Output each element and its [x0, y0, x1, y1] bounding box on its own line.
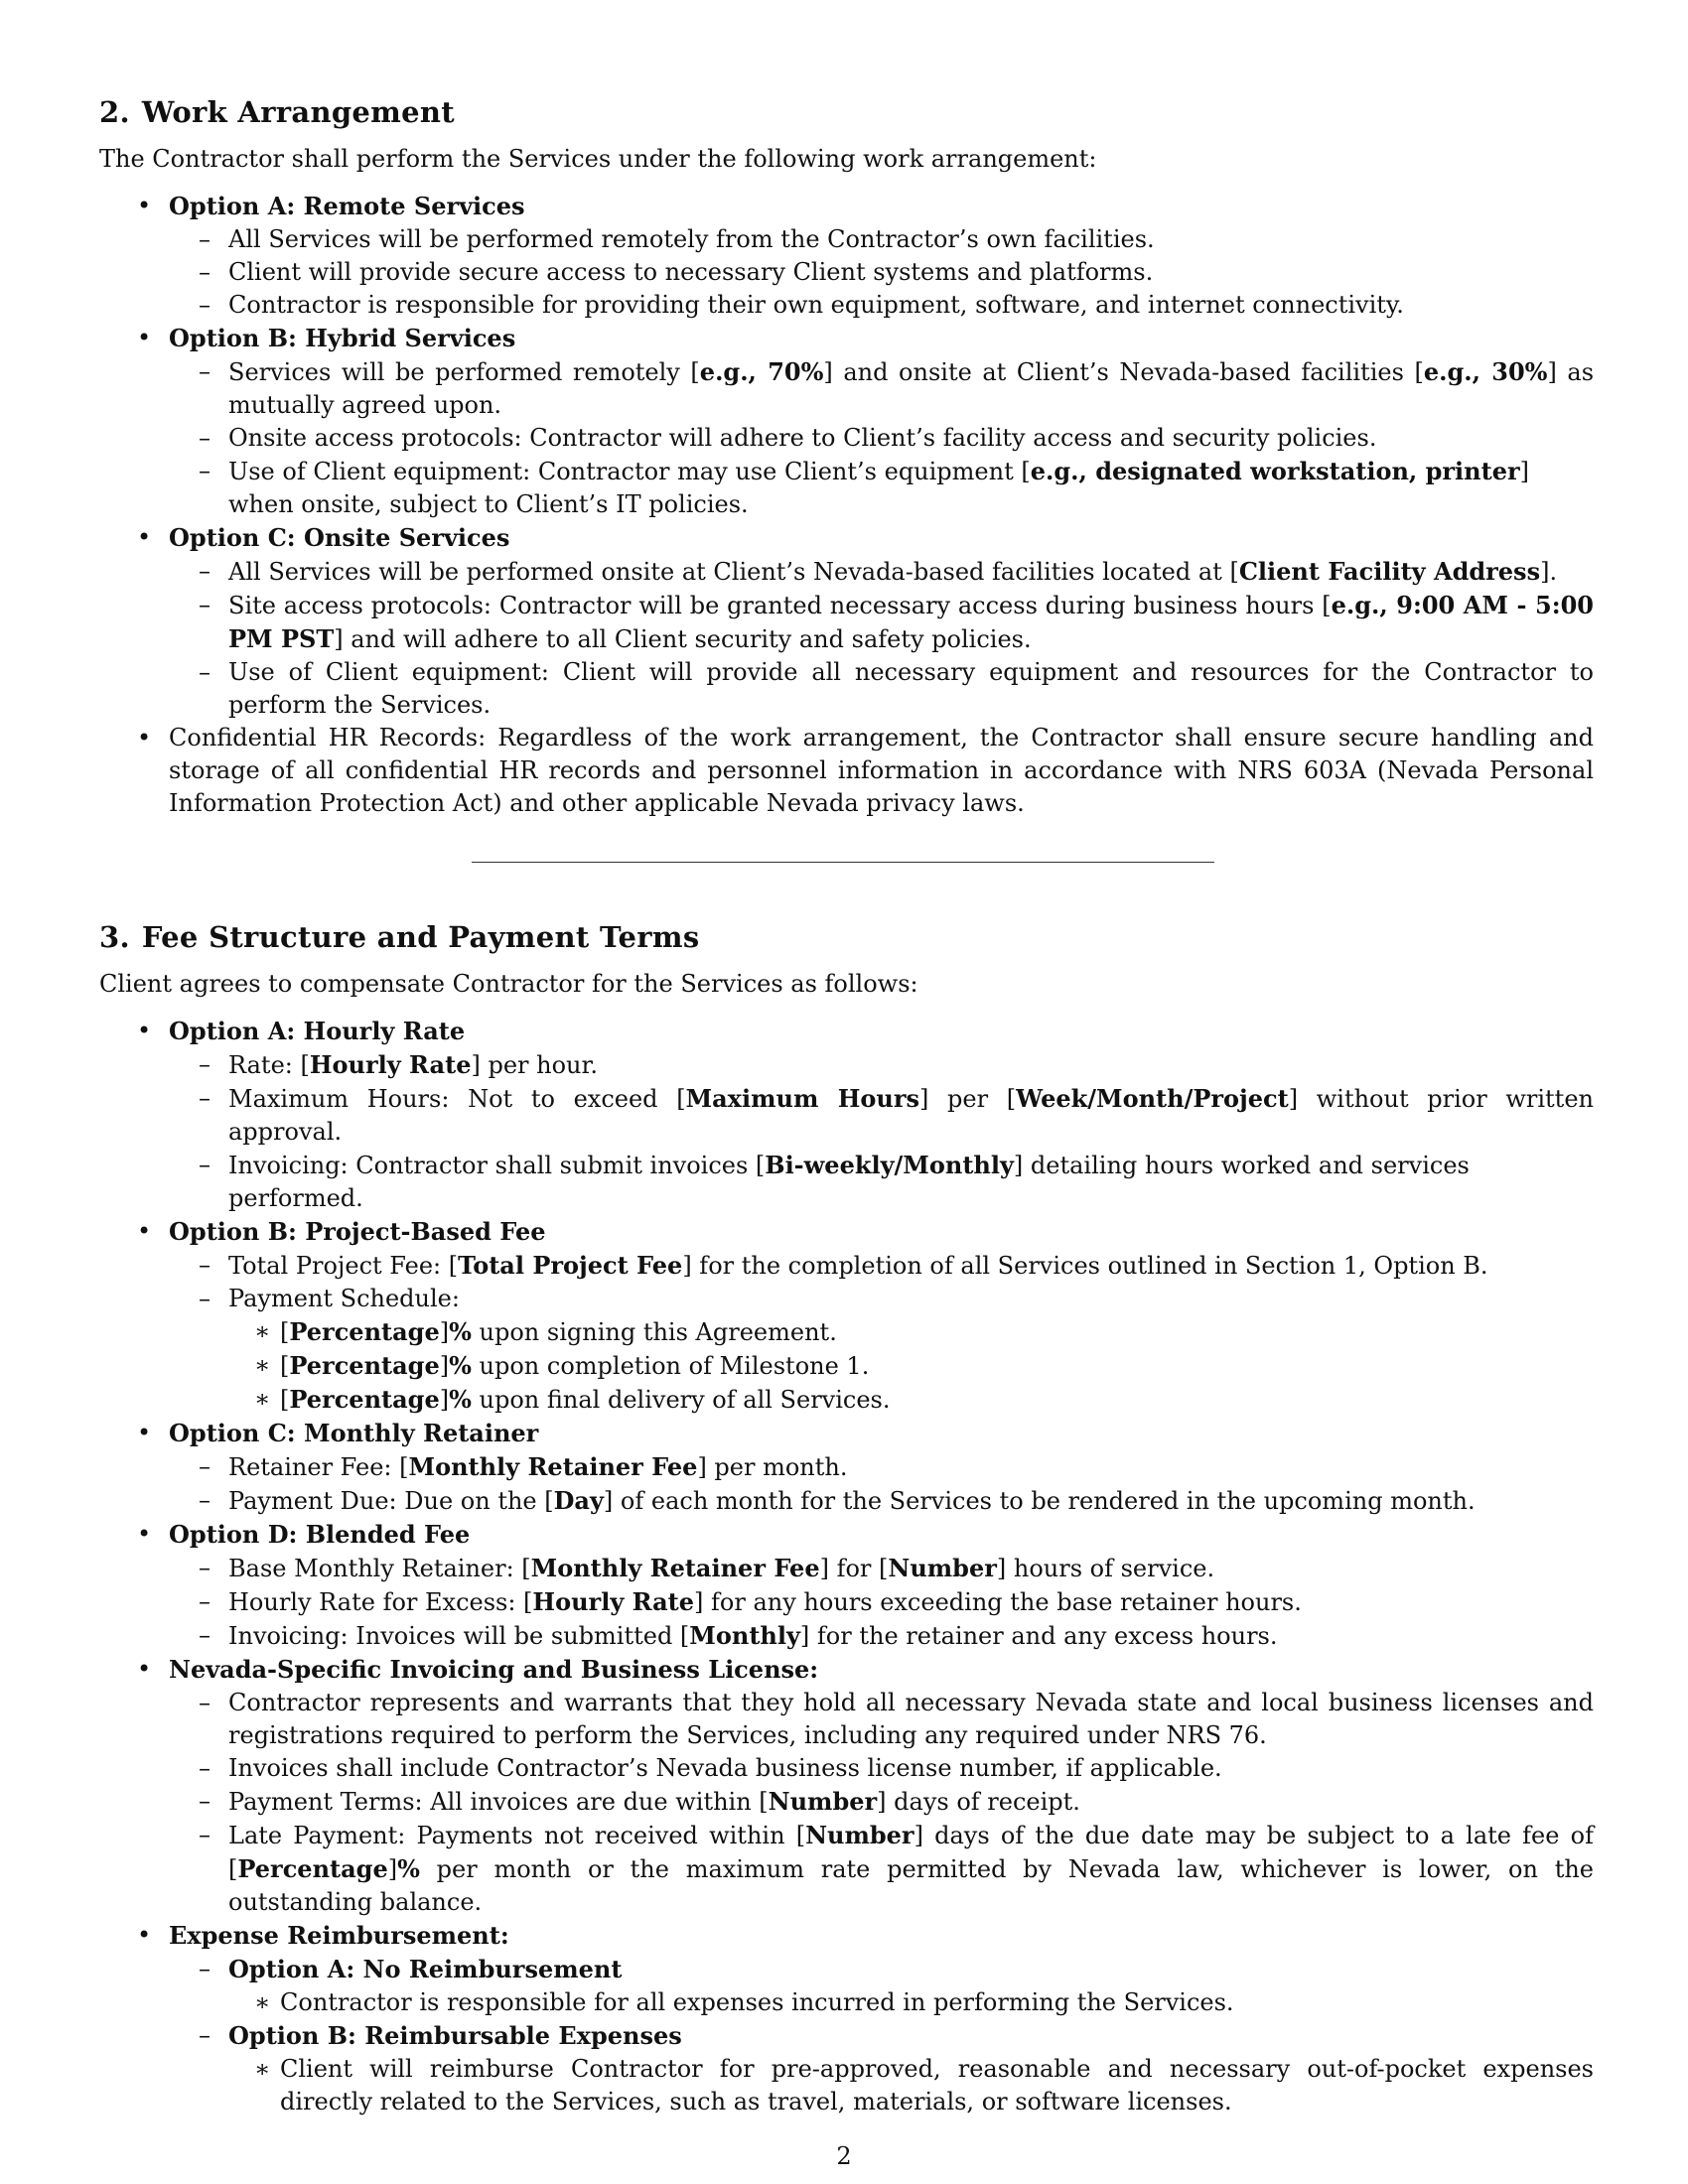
list-item: [99, 1215, 1594, 1417]
option-title: Option B: Reimbursable Expenses: [228, 2021, 682, 2050]
text: ] without prior written approval.: [228, 1085, 1594, 1146]
text: Invoicing: Invoices will be submitted [: [228, 1622, 690, 1650]
percent-sign: %: [449, 1351, 472, 1380]
text: Site access protocols: Contractor will be granted necessary access during business hours [: [228, 592, 1332, 619]
list-item: [169, 355, 1594, 422]
text: [: [280, 1352, 290, 1380]
text: ]: [439, 1386, 450, 1414]
section-intro: The Contractor shall perform the Services under the following work arrangement:: [99, 145, 1097, 173]
text: upon completion of Milestone 1.: [471, 1352, 870, 1380]
list-item: – Invoices shall include Contractor’s Nevada business license number, if applicable.: [169, 1752, 1594, 1785]
placeholder-text: Monthly Retainer Fee: [530, 1554, 820, 1582]
list-item: – All Services will be performed remotely from the Contractor’s own facilities.: [169, 223, 1594, 256]
placeholder-text: Day: [553, 1486, 604, 1515]
text: Payment Terms: All invoices are due within [: [228, 1788, 769, 1816]
list-item: ∗ Contractor is responsible for all expenses incurred in performing the Services.: [228, 1986, 1594, 2019]
option-title: Option B: Hybrid Services: [169, 324, 516, 352]
option-title: Option D: Blended Fee: [169, 1520, 471, 1549]
text: Invoicing: Contractor shall submit invoices [: [228, 1152, 766, 1179]
text: Rate: [: [228, 1051, 310, 1079]
option-title: Option A: Hourly Rate: [169, 1017, 466, 1045]
list-item: [99, 1919, 1594, 2118]
placeholder-text: Monthly Retainer Fee: [408, 1452, 698, 1481]
text: ]: [439, 1352, 450, 1380]
placeholder-text: Client Facility Address: [1238, 557, 1541, 586]
sub-list: [99, 1687, 1594, 1919]
text: ] and will adhere to all Client security and safety policies.: [334, 625, 1032, 653]
text: ] for [: [819, 1555, 889, 1582]
list-item: [169, 1953, 1594, 2019]
list-item: – Use of Client equipment: Client will provide all necessary equipment and resources for the Contractor to perform the Services.: [169, 656, 1594, 722]
list-item: [169, 1484, 1594, 1518]
section-title: Fee Structure and Payment Terms: [141, 920, 700, 954]
sub-list: [99, 555, 1594, 722]
list-item: [169, 1450, 1594, 1484]
list-item: [169, 1785, 1594, 1819]
text: ] for any hours exceeding the base retainer hours.: [694, 1588, 1302, 1616]
fee-structure-list: [99, 1015, 1594, 2118]
section-heading-work-arrangement: [99, 95, 1594, 129]
section-title: Work Arrangement: [141, 95, 455, 129]
text: Use of Client equipment: Contractor may use Client’s equipment [: [228, 458, 1031, 485]
text: ] days of the due date may be subject to a late fee of [: [228, 1822, 1594, 1883]
list-item: [169, 1048, 1594, 1082]
section-intro: Client agrees to compensate Contractor for the Services as follows:: [99, 970, 918, 998]
list-item: [169, 1585, 1594, 1619]
list-item: [99, 1518, 1594, 1653]
sub-list: [99, 355, 1594, 521]
text: Maximum Hours: Not to exceed [: [228, 1085, 686, 1113]
placeholder-text: Percentage: [237, 1854, 388, 1883]
list-item: [169, 555, 1594, 589]
placeholder-text: e.g., 30%: [1423, 357, 1548, 386]
list-item: – Onsite access protocols: Contractor will adhere to Client’s facility access and security policies.: [169, 422, 1594, 455]
section-number: 2.: [99, 95, 130, 129]
list-item: [99, 190, 1594, 322]
percent-sign: %: [449, 1317, 472, 1346]
sub-list: [99, 1249, 1594, 1417]
text: per month or the maximum rate permitted by Nevada law, whichever is lower, on the outstanding balance.: [228, 1855, 1594, 1916]
text: ] per [: [919, 1085, 1017, 1113]
text: Retainer Fee: [: [228, 1453, 409, 1481]
placeholder-text: Week/Month/Project: [1016, 1084, 1289, 1113]
sub-list: [99, 223, 1594, 322]
list-item: [169, 1149, 1594, 1215]
list-item: [169, 1619, 1594, 1653]
list-item: [99, 1015, 1594, 1215]
option-title: Option A: No Reimbursement: [228, 1955, 623, 1983]
list-item: • Confidential HR Records: Regardless of the work arrangement, the Contractor shall ensure secure handling and storage of all confidential HR records and personnel information in accordance with NRS 603A (Nevada Personal Information Protection Act) and other applicable Nevada privacy laws.: [99, 722, 1594, 820]
list-item: – Client will provide secure access to necessary Client systems and platforms.: [169, 256, 1594, 289]
list-item: [99, 1417, 1594, 1518]
list-item: [169, 1082, 1594, 1149]
list-item: [228, 1383, 1594, 1417]
document-page: [99, 95, 1594, 2118]
section-heading-fee-structure: [99, 920, 1594, 954]
sub-sub-list: [169, 1986, 1594, 2019]
text: upon signing this Agreement.: [471, 1318, 837, 1346]
text: ] of each month for the Services to be rendered in the upcoming month.: [603, 1487, 1476, 1515]
text: [: [280, 1318, 290, 1346]
text: ] for the completion of all Services outlined in Section 1, Option B.: [682, 1252, 1488, 1280]
list-item: [228, 1315, 1594, 1349]
work-arrangement-list: [99, 190, 1594, 820]
section-number: 3.: [99, 920, 130, 954]
text: ] hours of service.: [996, 1555, 1215, 1582]
text: ] and onsite at Client’s Nevada-based facilities [: [823, 358, 1424, 386]
percent-sign: %: [397, 1854, 420, 1883]
text: All Services will be performed onsite at Client’s Nevada-based facilities located at [: [228, 558, 1239, 586]
percent-sign: %: [449, 1385, 472, 1414]
list-item: [169, 589, 1594, 656]
text: ]: [387, 1855, 398, 1883]
option-title: Nevada-Specific Invoicing and Business License:: [169, 1655, 819, 1684]
placeholder-text: Percentage: [289, 1351, 440, 1380]
placeholder-text: e.g., 70%: [699, 357, 824, 386]
placeholder-text: e.g., 9:00 AM - 5:00 PM PST: [228, 591, 1594, 653]
page-number: 2: [836, 2142, 852, 2170]
list-item: [99, 521, 1594, 722]
placeholder-text: Percentage: [289, 1385, 440, 1414]
text: [: [280, 1386, 290, 1414]
list-item: [169, 1552, 1594, 1585]
text: ].: [1540, 558, 1558, 586]
list-item: – Contractor is responsible for providing their own equipment, software, and internet connectivity.: [169, 289, 1594, 322]
text: ] as mutually agreed upon.: [228, 358, 1595, 419]
option-title: Option C: Monthly Retainer: [169, 1419, 539, 1447]
option-title: Option C: Onsite Services: [169, 523, 510, 552]
text: ] per hour.: [471, 1051, 598, 1079]
sub-list: [99, 1552, 1594, 1653]
list-item: [169, 1249, 1594, 1283]
text: Services will be performed remotely [: [228, 358, 700, 386]
text: ]: [439, 1318, 450, 1346]
list-item: [169, 455, 1594, 521]
sub-list: [99, 1953, 1594, 2118]
placeholder-text: Total Project Fee: [458, 1251, 683, 1280]
list-item: [169, 2019, 1594, 2118]
placeholder-text: Hourly Rate: [532, 1587, 695, 1616]
text: ] per month.: [697, 1453, 848, 1481]
text: ] when onsite, subject to Client’s IT policies.: [228, 458, 1529, 518]
list-item: [169, 1819, 1594, 1919]
list-item: [169, 1283, 1594, 1417]
text: ] for the retainer and any excess hours.: [799, 1622, 1278, 1650]
text: Hourly Rate for Excess: [: [228, 1588, 533, 1616]
sub-list: [99, 1048, 1594, 1215]
section-divider: [472, 862, 1214, 863]
placeholder-text: Hourly Rate: [309, 1050, 472, 1079]
list-item: ∗ Client will reimburse Contractor for pre-approved, reasonable and necessary out-of-pocket expenses directly related to the Services, such as travel, materials, or software licenses.: [228, 2053, 1594, 2118]
text: ] detailing hours worked and services performed.: [228, 1152, 1470, 1212]
option-title: Option B: Project-Based Fee: [169, 1217, 546, 1246]
placeholder-text: Number: [768, 1787, 878, 1816]
placeholder-text: Bi-weekly/Monthly: [765, 1151, 1014, 1179]
list-item: [228, 1349, 1594, 1383]
sub-sub-list: [169, 1315, 1594, 1417]
text: Late Payment: Payments not received within [: [228, 1822, 806, 1849]
text: Payment Schedule:: [228, 1285, 460, 1312]
placeholder-text: Percentage: [289, 1317, 440, 1346]
placeholder-text: e.g., designated workstation, printer: [1030, 457, 1520, 485]
list-item: [99, 322, 1594, 521]
placeholder-text: Maximum Hours: [685, 1084, 920, 1113]
text: ] days of receipt.: [877, 1788, 1080, 1816]
placeholder-text: Number: [805, 1821, 914, 1849]
text: upon final delivery of all Services.: [471, 1386, 891, 1414]
placeholder-text: Monthly: [689, 1621, 800, 1650]
list-item: – Contractor represents and warrants that they hold all necessary Nevada state and local business licenses and registrations required to perform the Services, including any required under NRS 76.: [169, 1687, 1594, 1752]
option-title: Expense Reimbursement:: [169, 1921, 509, 1950]
option-title: Option A: Remote Services: [169, 192, 525, 220]
list-item: [99, 1653, 1594, 1919]
text: Base Monthly Retainer: [: [228, 1555, 531, 1582]
placeholder-text: Number: [888, 1554, 997, 1582]
text: Payment Due: Due on the [: [228, 1487, 554, 1515]
text: Total Project Fee: [: [228, 1252, 459, 1280]
sub-sub-list: [169, 2053, 1594, 2118]
sub-list: [99, 1450, 1594, 1518]
